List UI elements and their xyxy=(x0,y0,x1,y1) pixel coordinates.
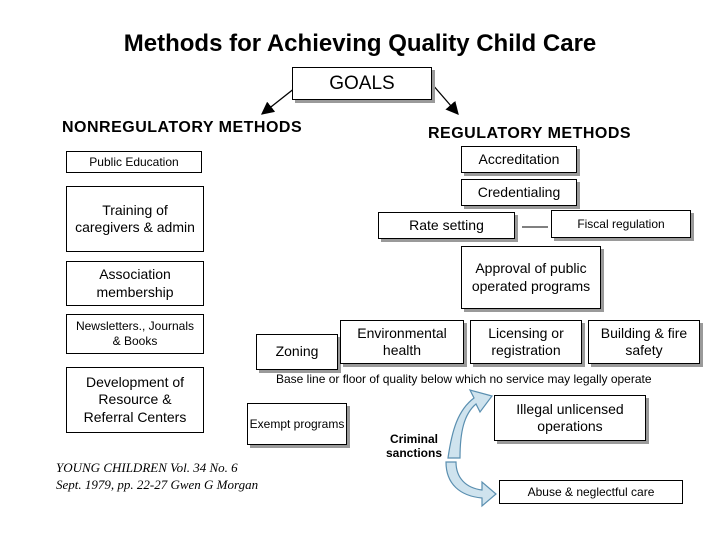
goals-box xyxy=(292,67,432,100)
criminal-sanctions-text: Criminal sanctions xyxy=(385,432,442,461)
training-label: Training of caregivers & admin xyxy=(75,201,195,235)
rate-setting-label: Rate setting xyxy=(409,216,484,233)
environmental-health-label: Environmental health xyxy=(357,324,447,358)
regulatory-heading: REGULATORY METHODS xyxy=(428,125,632,142)
goals-label: GOALS xyxy=(329,72,395,94)
citation: YOUNG CHILDREN Vol. 34 No. 6 Sept. 1979, pp. 22-27 Gwen G Morgan xyxy=(56,460,259,492)
building-fire-box xyxy=(588,320,700,364)
public-education-label: Public Education xyxy=(89,154,179,169)
licensing-label: Licensing or registration xyxy=(488,324,564,358)
fiscal-regulation-label: Fiscal regulation xyxy=(577,216,665,231)
rate-setting-box xyxy=(378,212,515,239)
arrow-goals-to-regulatory xyxy=(432,84,458,114)
exempt-programs-label: Exempt programs xyxy=(249,416,345,431)
accreditation-box xyxy=(461,146,577,173)
zoning-label: Zoning xyxy=(275,343,319,360)
illegal-unlicensed-label: Illegal unlicensed operations xyxy=(516,400,624,434)
association-label: Association membership xyxy=(96,266,174,300)
fiscal-regulation-box xyxy=(551,210,691,238)
credentialing-box xyxy=(461,179,577,206)
approval-label: Approval of public operated programs xyxy=(471,260,591,294)
public-education-box xyxy=(66,151,202,173)
approval-box xyxy=(461,246,601,309)
nonregulatory-heading: NONREGULATORY METHODS xyxy=(62,119,303,136)
resource-referral-box xyxy=(66,367,204,433)
accreditation-label: Accreditation xyxy=(478,150,560,167)
zoning-box xyxy=(256,334,338,370)
newsletters-box xyxy=(66,314,204,354)
training-box xyxy=(66,186,204,252)
curved-arrow-down-icon xyxy=(446,462,496,506)
abuse-neglect-label: Abuse & neglectful care xyxy=(527,484,655,499)
association-box xyxy=(66,261,204,306)
baseline-text: Base line or floor of quality below which no service may legally operate xyxy=(276,372,652,386)
credentialing-label: Credentialing xyxy=(477,183,561,200)
exempt-programs-box xyxy=(247,403,347,445)
abuse-neglect-box xyxy=(499,480,683,504)
environmental-health-box xyxy=(340,320,464,364)
page-title: Methods for Achieving Quality Child Care xyxy=(123,30,597,57)
resource-referral-label: Development of Resource & Referral Centers xyxy=(83,373,187,425)
newsletters-label: Newsletters., Journals & Books xyxy=(75,319,195,348)
building-fire-label: Building & fire safety xyxy=(600,324,688,358)
licensing-box xyxy=(470,320,582,364)
illegal-unlicensed-box xyxy=(494,395,646,441)
curved-arrow-up-icon xyxy=(448,390,492,458)
